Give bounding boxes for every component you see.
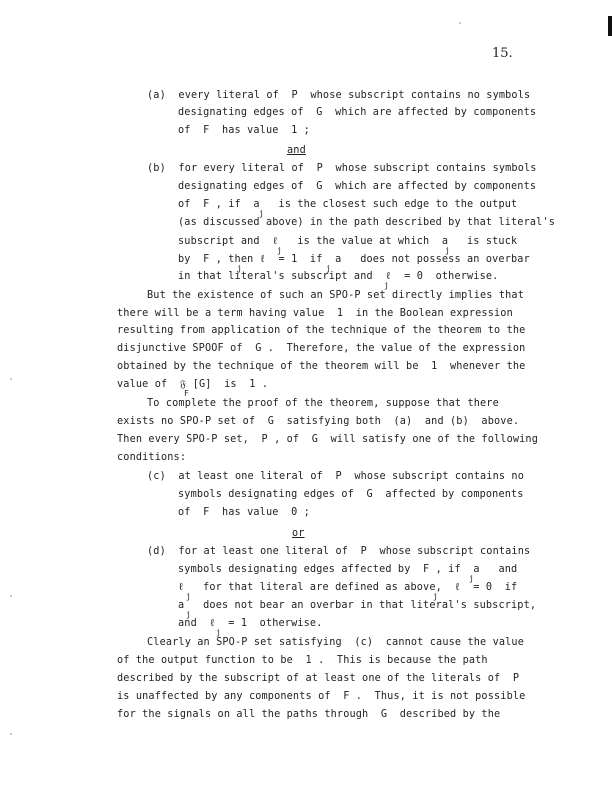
condition-b-line-7: in that literal's subscript and ℓ = 0 otherwise.	[178, 271, 499, 282]
condition-b-line-1: (b) for every literal of P whose subscript contains symbols	[147, 163, 537, 174]
condition-b-line-2: designating edges of G which are affected by components	[178, 181, 537, 192]
subscript-j: j	[445, 246, 450, 255]
paragraph-2-line-2: exists no SPO-P set of G satisfying both (a) and (b) above.	[117, 416, 520, 427]
condition-d-line-3: ℓ for that literal are defined as above, ℓ = 0 if	[178, 582, 518, 593]
condition-b-line-4: (as discussed above) in the path described by that literal's	[178, 217, 556, 228]
paragraph-3-line-3: described by the subscript of at least one of the literals of P	[117, 673, 520, 684]
subscript-j: j	[259, 209, 264, 218]
scan-speck	[10, 733, 12, 735]
paragraph-1-line-2: there will be a term having value 1 in the Boolean expression	[117, 308, 513, 319]
paragraph-2-line-4: conditions:	[117, 452, 187, 463]
condition-b-line-5: subscript and ℓ is the value at which a is stuck	[178, 236, 518, 247]
scan-speck	[10, 595, 12, 597]
paragraph-3-line-1: Clearly an SPO-P set satisfying (c) cannot cause the value	[147, 637, 525, 648]
subscript-j: j	[326, 264, 331, 273]
subscript-j: j	[186, 592, 191, 601]
condition-b-line-6: by F , then ℓ = 1 if a does not possess an overbar	[178, 254, 530, 265]
page-number: 15.	[492, 46, 513, 61]
paragraph-1-line-4: disjunctive SPOOF of G . Therefore, the value of the expression	[117, 343, 526, 354]
condition-c-line-3: of F has value 0 ;	[178, 507, 310, 518]
page-edge-mark	[608, 16, 612, 36]
condition-d-line-5: and ℓ = 1 otherwise.	[178, 618, 323, 629]
condition-c-line-2: symbols designating edges of G affected by components	[178, 489, 524, 500]
paragraph-3-line-4: is unaffected by any components of F . Thus, it is not possible	[117, 691, 526, 702]
paragraph-2-line-1: To complete the proof of the theorem, suppose that there	[147, 398, 499, 409]
subscript-F: F	[184, 389, 189, 398]
paragraph-3-line-5: for the signals on all the paths through G described by the	[117, 709, 501, 720]
subscript-j: j	[384, 281, 389, 290]
scan-speck	[459, 22, 461, 24]
subscript-j: j	[469, 574, 474, 583]
paragraph-1-line-6: value of 𝔉 [G] is 1 .	[117, 379, 269, 390]
connector-or: or	[292, 528, 305, 539]
condition-d-line-4: a does not bear an overbar in that literal's subscript,	[178, 600, 537, 611]
condition-d-line-1: (d) for at least one literal of P whose subscript contains	[147, 546, 531, 557]
subscript-j: j	[186, 610, 191, 619]
condition-b-line-3: of F , if a is the closest such edge to the output	[178, 199, 518, 210]
subscript-j: j	[216, 628, 221, 637]
paragraph-2-line-3: Then every SPO-P set, P , of G will satisfy one of the following	[117, 434, 538, 445]
subscript-j: j	[433, 592, 438, 601]
condition-a-line-3: of F has value 1 ;	[178, 125, 310, 136]
condition-d-line-2: symbols designating edges affected by F , if a and	[178, 564, 518, 575]
connector-and: and	[287, 145, 306, 156]
condition-a-line-2: designating edges of G which are affected by components	[178, 107, 537, 118]
paragraph-1-line-3: resulting from application of the technique of the theorem to the	[117, 325, 526, 336]
condition-a-line-1: (a) every literal of P whose subscript contains no symbols	[147, 90, 531, 101]
subscript-j: j	[237, 264, 242, 273]
paragraph-1-line-1: But the existence of such an SPO-P set directly implies that	[147, 290, 525, 301]
paragraph-1-line-5: obtained by the technique of the theorem will be 1 whenever the	[117, 361, 526, 372]
paragraph-3-line-2: of the output function to be 1 . This is because the path	[117, 655, 488, 666]
subscript-j: j	[277, 246, 282, 255]
scan-speck	[10, 378, 12, 380]
condition-c-line-1: (c) at least one literal of P whose subscript contains no	[147, 471, 525, 482]
